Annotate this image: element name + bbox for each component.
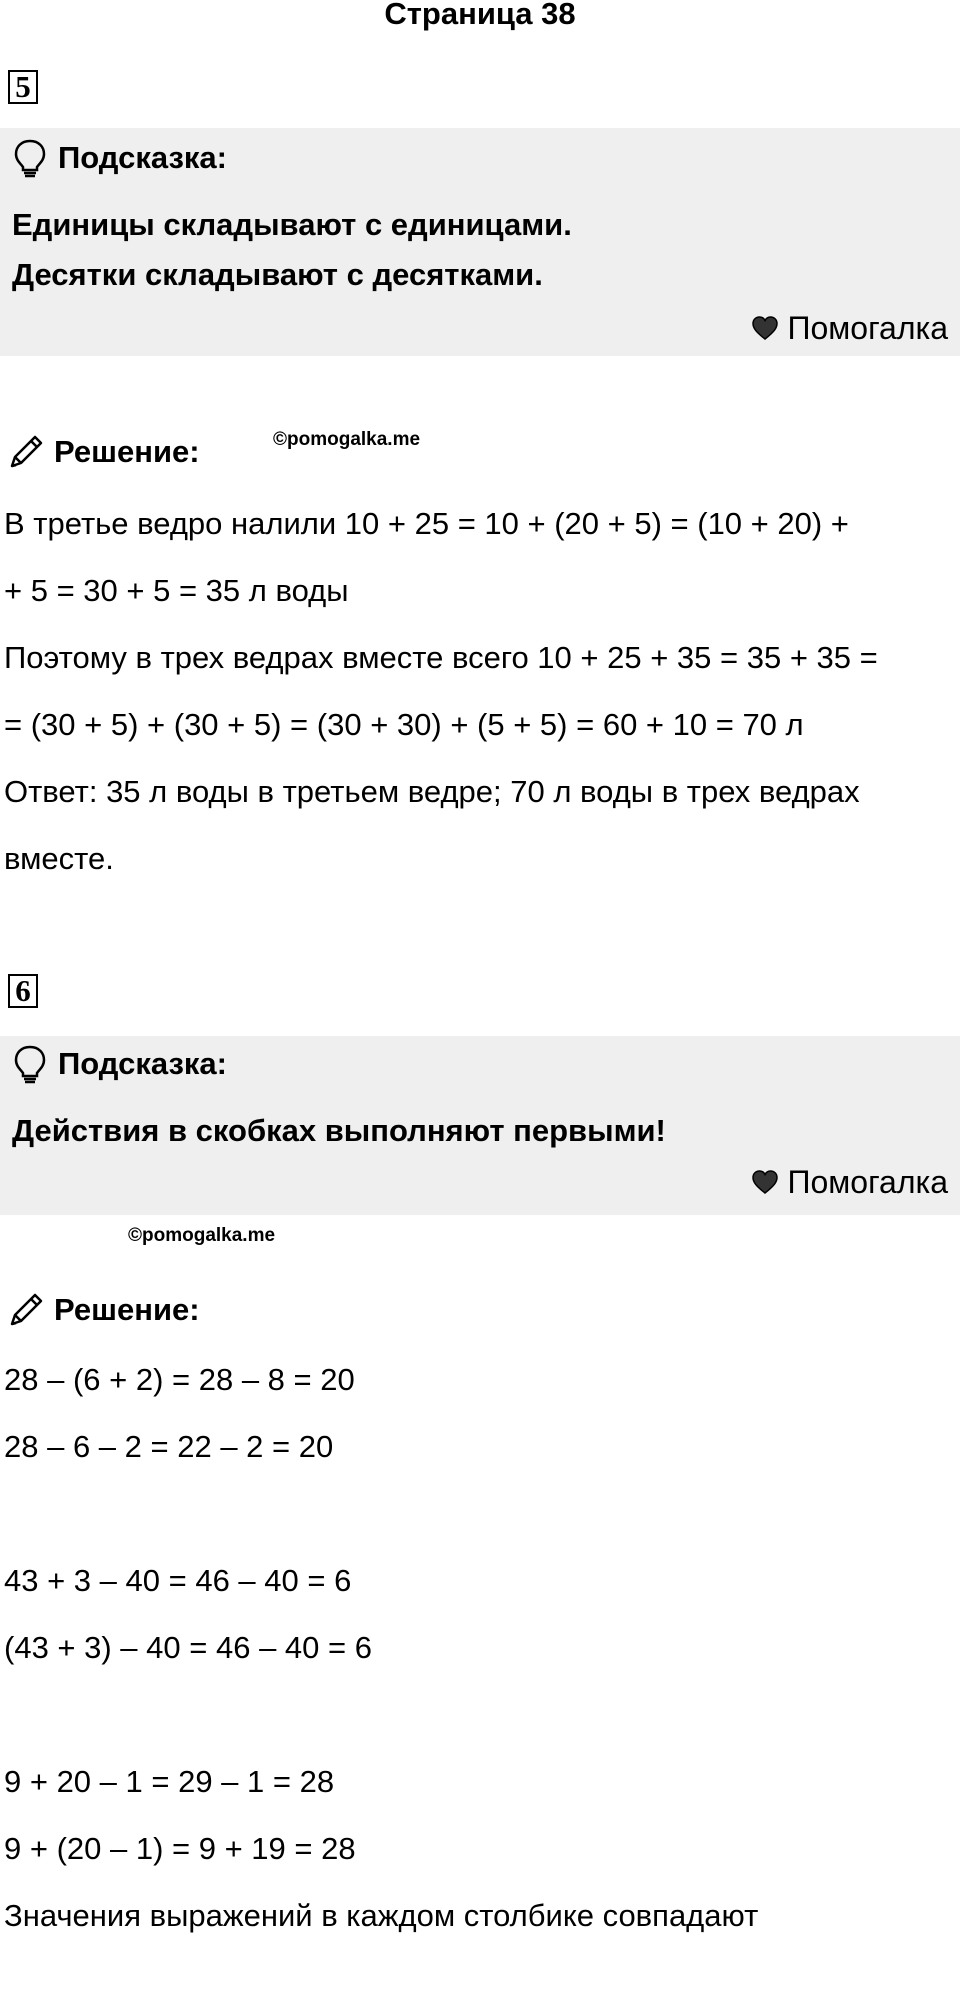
brand-label <box>751 308 948 348</box>
watermark: ©pomogalka.me <box>273 429 421 450</box>
hint-box-task6 <box>0 1036 960 1215</box>
solution-line: Поэтому в трех ведрах вместе всего 10 + 25 + 35 = 35 + 35 = <box>4 640 878 675</box>
solution-line: вместе. <box>4 841 114 876</box>
solution-title: Решение: <box>54 434 200 469</box>
heart-icon <box>751 1169 779 1195</box>
watermark: ©pomogalka.me <box>128 1225 276 1246</box>
lightbulb-icon <box>12 138 48 178</box>
heart-icon <box>751 315 779 341</box>
solution-line: (43 + 3) – 40 = 46 – 40 = 6 <box>4 1630 372 1665</box>
solution-line: 43 + 3 – 40 = 46 – 40 = 6 <box>4 1563 352 1598</box>
solution-line: + 5 = 30 + 5 = 35 л воды <box>4 573 349 608</box>
brand-name: Помогалка <box>787 1164 948 1200</box>
solution-title: Решение: <box>54 1292 200 1327</box>
solution-line: Значения выражений в каждом столбике совпадают <box>4 1898 759 1933</box>
solution-line: 9 + (20 – 1) = 9 + 19 = 28 <box>4 1831 356 1866</box>
hint-line: Единицы складывают с единицами. <box>12 207 572 242</box>
pencil-icon <box>6 432 46 472</box>
page-title: Страница 38 <box>384 0 576 31</box>
task-number-6: 6 <box>8 974 38 1008</box>
solution-line: 28 – 6 – 2 = 22 – 2 = 20 <box>4 1429 334 1464</box>
task-number-5: 5 <box>8 70 38 104</box>
hint-title: Подсказка: <box>58 1046 227 1081</box>
hint-line: Действия в скобках выполняют первыми! <box>12 1113 666 1148</box>
brand-label <box>751 1162 948 1202</box>
hint-box-task5 <box>0 128 960 356</box>
solution-line: В третье ведро налили 10 + 25 = 10 + (20 + 5) = (10 + 20) + <box>4 506 849 541</box>
hint-header <box>12 1044 227 1084</box>
solution-line: = (30 + 5) + (30 + 5) = (30 + 30) + (5 + 5) = 60 + 10 = 70 л <box>4 707 804 742</box>
solution-header <box>6 432 200 472</box>
lightbulb-icon <box>12 1044 48 1084</box>
hint-title: Подсказка: <box>58 140 227 175</box>
brand-name: Помогалка <box>787 310 948 346</box>
solution-line: 28 – (6 + 2) = 28 – 8 = 20 <box>4 1362 355 1397</box>
hint-header <box>12 138 227 178</box>
hint-line: Десятки складывают с десятками. <box>12 257 543 292</box>
solution-line: Ответ: 35 л воды в третьем ведре; 70 л воды в трех ведрах <box>4 774 860 809</box>
solution-header <box>6 1290 200 1330</box>
pencil-icon <box>6 1290 46 1330</box>
solution-line: 9 + 20 – 1 = 29 – 1 = 28 <box>4 1764 335 1799</box>
